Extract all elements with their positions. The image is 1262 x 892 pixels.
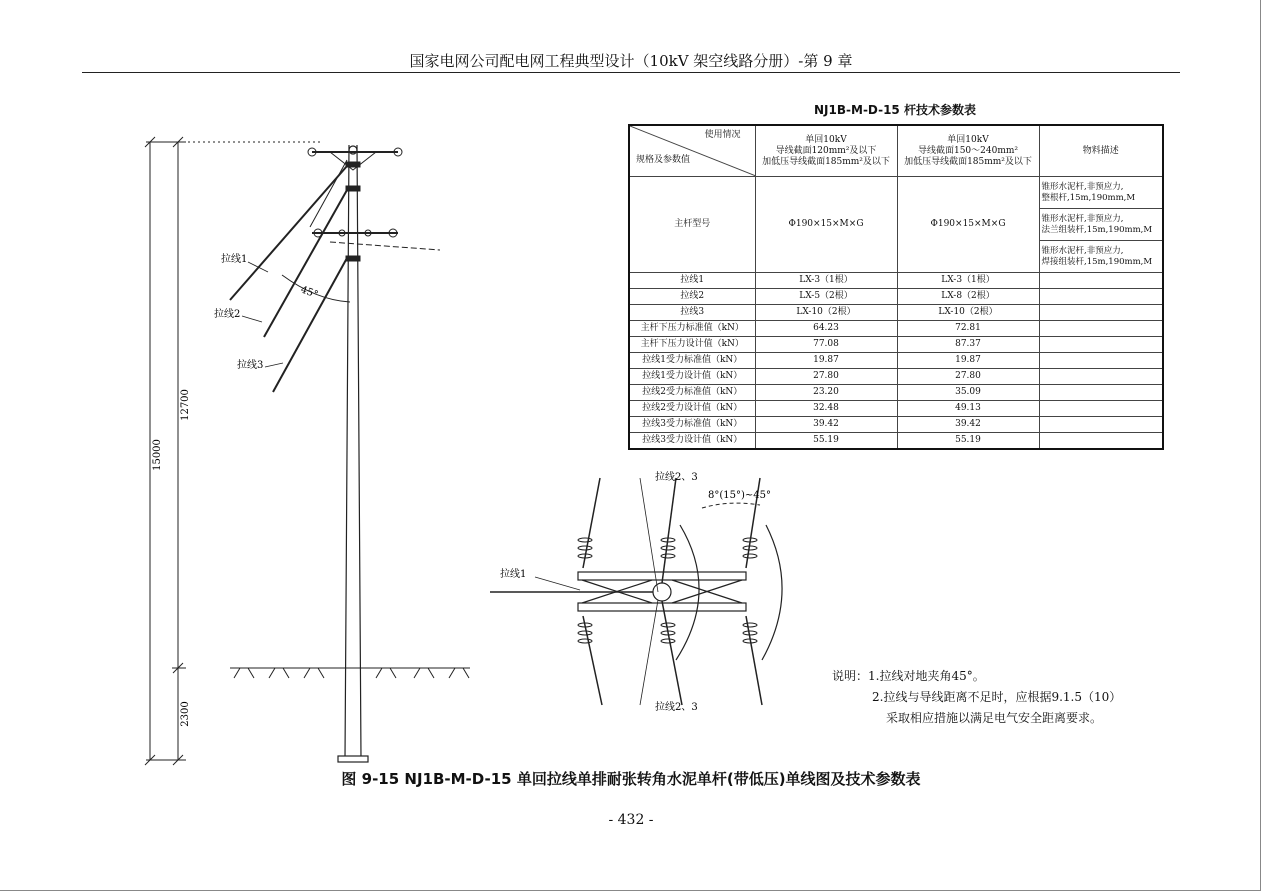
table-row: 拉线2 LX-5（2根） LX-8（2根） xyxy=(629,289,1163,305)
column-header-1: 单回10kV 导线截面120mm²及以下 加低压导线截面185mm²及以下 xyxy=(755,125,897,177)
note-2: 2.拉线与导线距离不足时，应根据9.1.5（10） xyxy=(872,690,1122,704)
plan-guy1-label: 拉线1 xyxy=(500,569,527,580)
guy-wires xyxy=(230,160,347,392)
main-pole-label: 主杆型号 xyxy=(629,177,755,273)
page-number: - 432 - xyxy=(608,812,654,828)
note-1: 1.拉线对地夹角45°。 xyxy=(868,669,985,683)
table-row: 拉线2受力标准值（kN） 23.20 35.09 xyxy=(629,385,1163,401)
table-row: 主杆下压力标准值（kN） 64.23 72.81 xyxy=(629,321,1163,337)
main-pole-c1: Φ190×15×M×G xyxy=(755,177,897,273)
material-1: 锥形水泥杆,非预应力, 整根杆,15m,190mm,M xyxy=(1039,177,1163,209)
angle-label: 45° xyxy=(298,284,320,301)
dim-total: 15000 xyxy=(152,439,163,471)
plan-angle-label: 8°(15°)~45° xyxy=(708,490,771,501)
main-pole-c2: Φ190×15×M×G xyxy=(897,177,1039,273)
header-spec: 规格及参数值 xyxy=(636,155,691,165)
dimension-lines xyxy=(145,137,320,765)
page-header-title: 国家电网公司配电网工程典型设计（10kV 架空线路分册）-第 9 章 xyxy=(409,52,853,70)
note-3: 采取相应措施以满足电气安全距离要求。 xyxy=(886,711,1103,725)
dim-below-ground: 2300 xyxy=(180,701,191,727)
table-corner-header xyxy=(629,125,755,177)
plan-guy23-top-label: 拉线2、3 xyxy=(655,472,698,483)
guy3-label: 拉线3 xyxy=(237,360,264,371)
table-title: NJ1B-M-D-15 杆技术参数表 xyxy=(814,103,976,117)
crossarms xyxy=(308,148,440,261)
guy2-label: 拉线2 xyxy=(214,309,241,320)
table-row: 拉线3受力设计值（kN） 55.19 55.19 xyxy=(629,433,1163,450)
table-row: 拉线2受力设计值（kN） 32.48 49.13 xyxy=(629,401,1163,417)
table-row: 拉线1 LX-3（1根） LX-3（1根） xyxy=(629,273,1163,289)
notes xyxy=(832,666,1121,729)
material-2: 锥形水泥杆,非预应力, 法兰组装杆,15m,190mm,M xyxy=(1039,209,1163,241)
table-row: 拉线1受力标准值（kN） 19.87 19.87 xyxy=(629,353,1163,369)
column-header-2: 单回10kV 导线截面150～240mm² 加低压导线截面185mm²及以下 xyxy=(897,125,1039,177)
table-row: 主杆下压力设计值（kN） 77.08 87.37 xyxy=(629,337,1163,353)
column-header-material: 物料描述 xyxy=(1039,125,1163,177)
notes-prefix: 说明： xyxy=(832,669,869,683)
pole xyxy=(338,145,368,762)
parameter-table xyxy=(628,124,1164,450)
guy1-label: 拉线1 xyxy=(221,254,248,265)
dim-above-ground: 12700 xyxy=(180,389,191,421)
ground-line xyxy=(230,668,470,678)
figure-caption: 图 9-15 NJ1B-M-D-15 单回拉线单排耐张转角水泥单杆(带低压)单线图及技术参数表 xyxy=(341,770,921,788)
plan-guy23-bottom-label: 拉线2、3 xyxy=(655,702,698,713)
table-row: 拉线3受力标准值（kN） 39.42 39.42 xyxy=(629,417,1163,433)
table-row: 拉线3 LX-10（2根） LX-10（2根） xyxy=(629,305,1163,321)
header-usage: 使用情况 xyxy=(704,130,741,140)
material-3: 锥形水泥杆,非预应力, 焊接组装杆,15m,190mm,M xyxy=(1039,241,1163,273)
table-row: 拉线1受力设计值（kN） 27.80 27.80 xyxy=(629,369,1163,385)
plan-view xyxy=(490,478,782,705)
